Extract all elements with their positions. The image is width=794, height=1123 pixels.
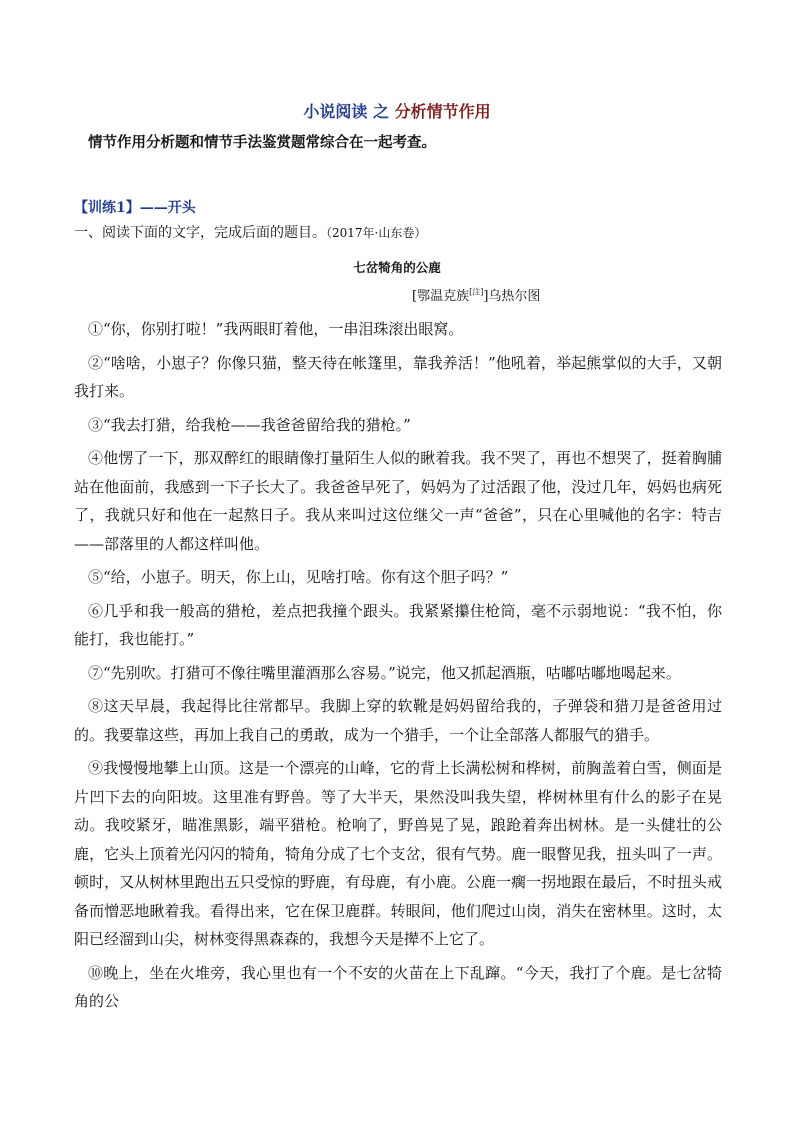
- author-prefix: [鄂温克族: [412, 289, 470, 304]
- page-title: [0, 99, 794, 122]
- paragraph-4: ④他愣了一下，那双醉红的眼睛像打量陌生人似的瞅着我。我不哭了，再也不想哭了，挺着胸脯站在他面前，我感到一下子长大了。我爸爸早死了，妈妈为了过活跟了他，没过几年，妈妈也病死了，我就只好和他在一起熬日子。我从来叫过这位继父一声“爸爸”，只在心里喊他的名字：特吉——部落里的人都这样叫他。: [74, 449, 722, 553]
- story-author: [412, 285, 540, 304]
- paragraph-1: ①“你，你别打啦！”我两眼盯着他，一串泪珠滚出眼窝。: [88, 320, 464, 338]
- paragraph-8: ⑧这天早晨，我起得比往常都早。我脚上穿的软靴是妈妈留给我的，子弹袋和猎刀是爸爸用过的。我要靠这些，再加上我自己的勇敢，成为一个猎手，一个让全部落人都服气的猎手。: [74, 697, 722, 744]
- intro-text: 情节作用分析题和情节手法鉴赏题常综合在一起考查。: [88, 134, 436, 151]
- paragraph-10: ⑩晚上，坐在火堆旁，我心里也有一个不安的火苗在上下乱蹿。“今天，我打了个鹿。是七岔犄角的公: [74, 963, 722, 1010]
- author-note-marker: [注]: [469, 287, 484, 297]
- paragraph-3: ③“我去打猎，给我枪——我爸爸留给我的猎枪。”: [88, 415, 411, 434]
- author-name: ]乌热尔图: [483, 289, 541, 304]
- paragraph-7: ⑦“先别吹。打猎可不像往嘴里灌酒那么容易。”说完，他又抓起酒瓶，咕嘟咕嘟地喝起来。: [88, 663, 681, 682]
- title-part-1: 小说阅读 之: [303, 102, 389, 121]
- question-prompt: [74, 222, 426, 242]
- paragraph-2: ②“啥啥，小崽子？你像只猫，整天待在帐篷里，靠我养活！”他吼着，举起熊掌似的大手，又朝我打来。: [74, 353, 722, 400]
- paragraph-9: ⑨我慢慢地攀上山顶。这是一个漂亮的山峰，它的背上长满松树和桦树，前胸盖着白雪，侧面是片凹下去的向阳坡。这里准有野兽。等了大半天，果然没叫我失望，桦树林里有什么的影子在晃动。我咬紧牙，瞄准黑影，端平猎枪。枪响了，野兽晃了晃，踉跄着奔出树林。是一头健壮的公鹿，它头上顶着光闪闪的犄角，犄角分成了七个支岔，很有气势。鹿一眼瞥见我，扭头叫了一声。顿时，又从树林里跑出五只受惊的野鹿，有母鹿，有小鹿。公鹿一瘸一拐地跟在最后，不时扭头戒备而憎恶地瞅着我。看得出来，它在保卫鹿群。转眼间，他们爬过山岗，消失在密林里。这时，太阳已经溜到山尖，树林变得黑森森的，我想今天是撵不上它了。: [74, 759, 722, 948]
- story-title: 七岔犄角的公鹿: [353, 260, 441, 275]
- story-body: [74, 315, 722, 1021]
- question-source: （2017年·山东卷）: [326, 226, 427, 240]
- training-label: 【训练1】——开头: [74, 200, 196, 216]
- title-part-2: 分析情节作用: [394, 102, 491, 121]
- paragraph-6: ⑥几乎和我一般高的猎枪，差点把我撞个跟头。我紧紧攥住枪筒，毫不示弱地说：“我不怕，你能打，我也能打。”: [74, 601, 722, 648]
- question-text: 一、阅读下面的文字，完成后面的题目。: [74, 225, 326, 241]
- paragraph-5: ⑤“给，小崽子。明天，你上山，见啥打啥。你有这个胆子吗？”: [88, 568, 509, 586]
